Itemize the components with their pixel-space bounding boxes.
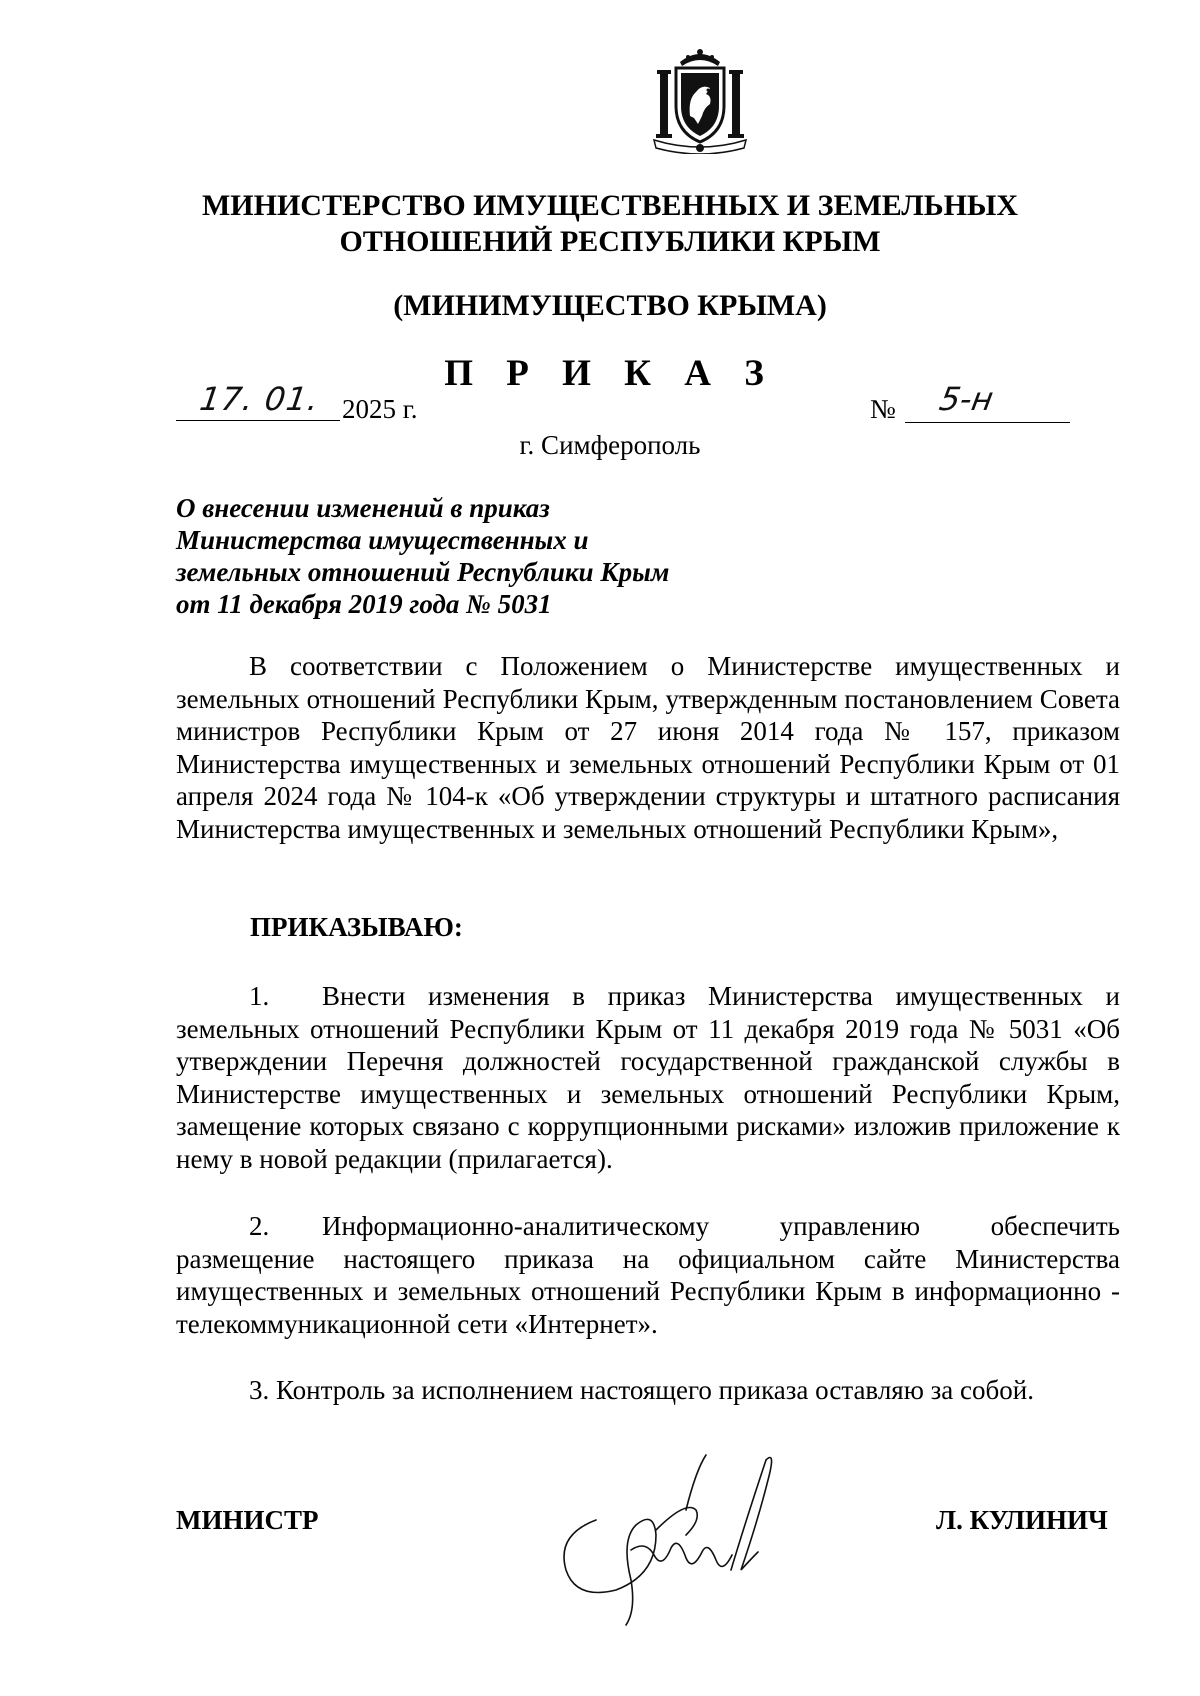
item-2-number: 2. bbox=[249, 1211, 270, 1241]
date-handwritten: 17. 01. bbox=[197, 380, 322, 418]
order-command: ПРИКАЗЫВАЮ: bbox=[250, 912, 463, 942]
preamble-text: В соответствии с Положением о Министерстве имущественных и земельных отношений Республики Крым, утвержденным постановлением Совета министров Республики Крым от 27 июня 2014 года № 157, приказом Министерства имущественных и земельных отношений Республики Крым от 01 апреля 2024 года № 104-к «Об утверждении структуры и штатного расписания Министерства имущественных и земельных отношений Республики Крым», bbox=[176, 651, 1120, 844]
handwritten-signature bbox=[536, 1440, 816, 1630]
item-2 bbox=[176, 1210, 1120, 1340]
number-sign: № bbox=[870, 394, 896, 424]
signatory-role: МИНИСТР bbox=[176, 1505, 319, 1535]
subject-line3: земельных отношений Республики Крым bbox=[176, 557, 670, 587]
document-type: П Р И К А З bbox=[444, 353, 776, 394]
subject-line2: Министерства имущественных и bbox=[176, 525, 589, 555]
city: г. Симферополь bbox=[519, 430, 701, 460]
ministry-title-line2: ОТНОШЕНИЙ РЕСПУБЛИКИ КРЫМ bbox=[339, 225, 881, 258]
item-1-number: 1. bbox=[249, 981, 270, 1011]
subject-line1: О внесении изменений в приказ bbox=[176, 493, 550, 523]
date-year: 2025 г. bbox=[342, 394, 418, 424]
ministry-title-line1: МИНИСТЕРСТВО ИМУЩЕСТВЕННЫХ И ЗЕМЕЛЬНЫХ bbox=[201, 189, 1019, 222]
ministry-short-name: (МИНИМУЩЕСТВО КРЫМА) bbox=[393, 289, 827, 322]
signatory-name: Л. КУЛИНИЧ bbox=[936, 1505, 1108, 1535]
crimea-coat-of-arms-icon bbox=[640, 44, 760, 154]
item-1 bbox=[176, 980, 1120, 1175]
order-subject bbox=[176, 492, 669, 620]
item-2-paragraph bbox=[176, 1210, 1120, 1340]
number-handwritten: 5-н bbox=[936, 380, 997, 418]
item-1-paragraph bbox=[176, 980, 1120, 1175]
preamble-paragraph bbox=[176, 650, 1120, 845]
ministry-title bbox=[180, 188, 1040, 260]
item-2-text: Информационно-аналитическому управлению обеспечить размещение настоящего приказа на официальном сайте Министерства имущественных и земельных отношений Республики Крым в информационно - телекоммуникационной сети «Интернет». bbox=[176, 1211, 1120, 1339]
item-1-text: Внести изменения в приказ Министерства имущественных и земельных отношений Республики Крым от 11 декабря 2019 года № 5031 «Об утверждении Перечня должностей государственной гражданской службы в Министерстве имущественных и земельных отношений Республики Крым, замещение которых связано с коррупционными рисками» изложив приложение к нему в новой редакции (прилагается). bbox=[176, 981, 1120, 1174]
item-3-text: 3. Контроль за исполнением настоящего приказа оставляю за собой. bbox=[249, 1375, 1034, 1405]
subject-line4: от 11 декабря 2019 года № 5031 bbox=[176, 589, 552, 619]
